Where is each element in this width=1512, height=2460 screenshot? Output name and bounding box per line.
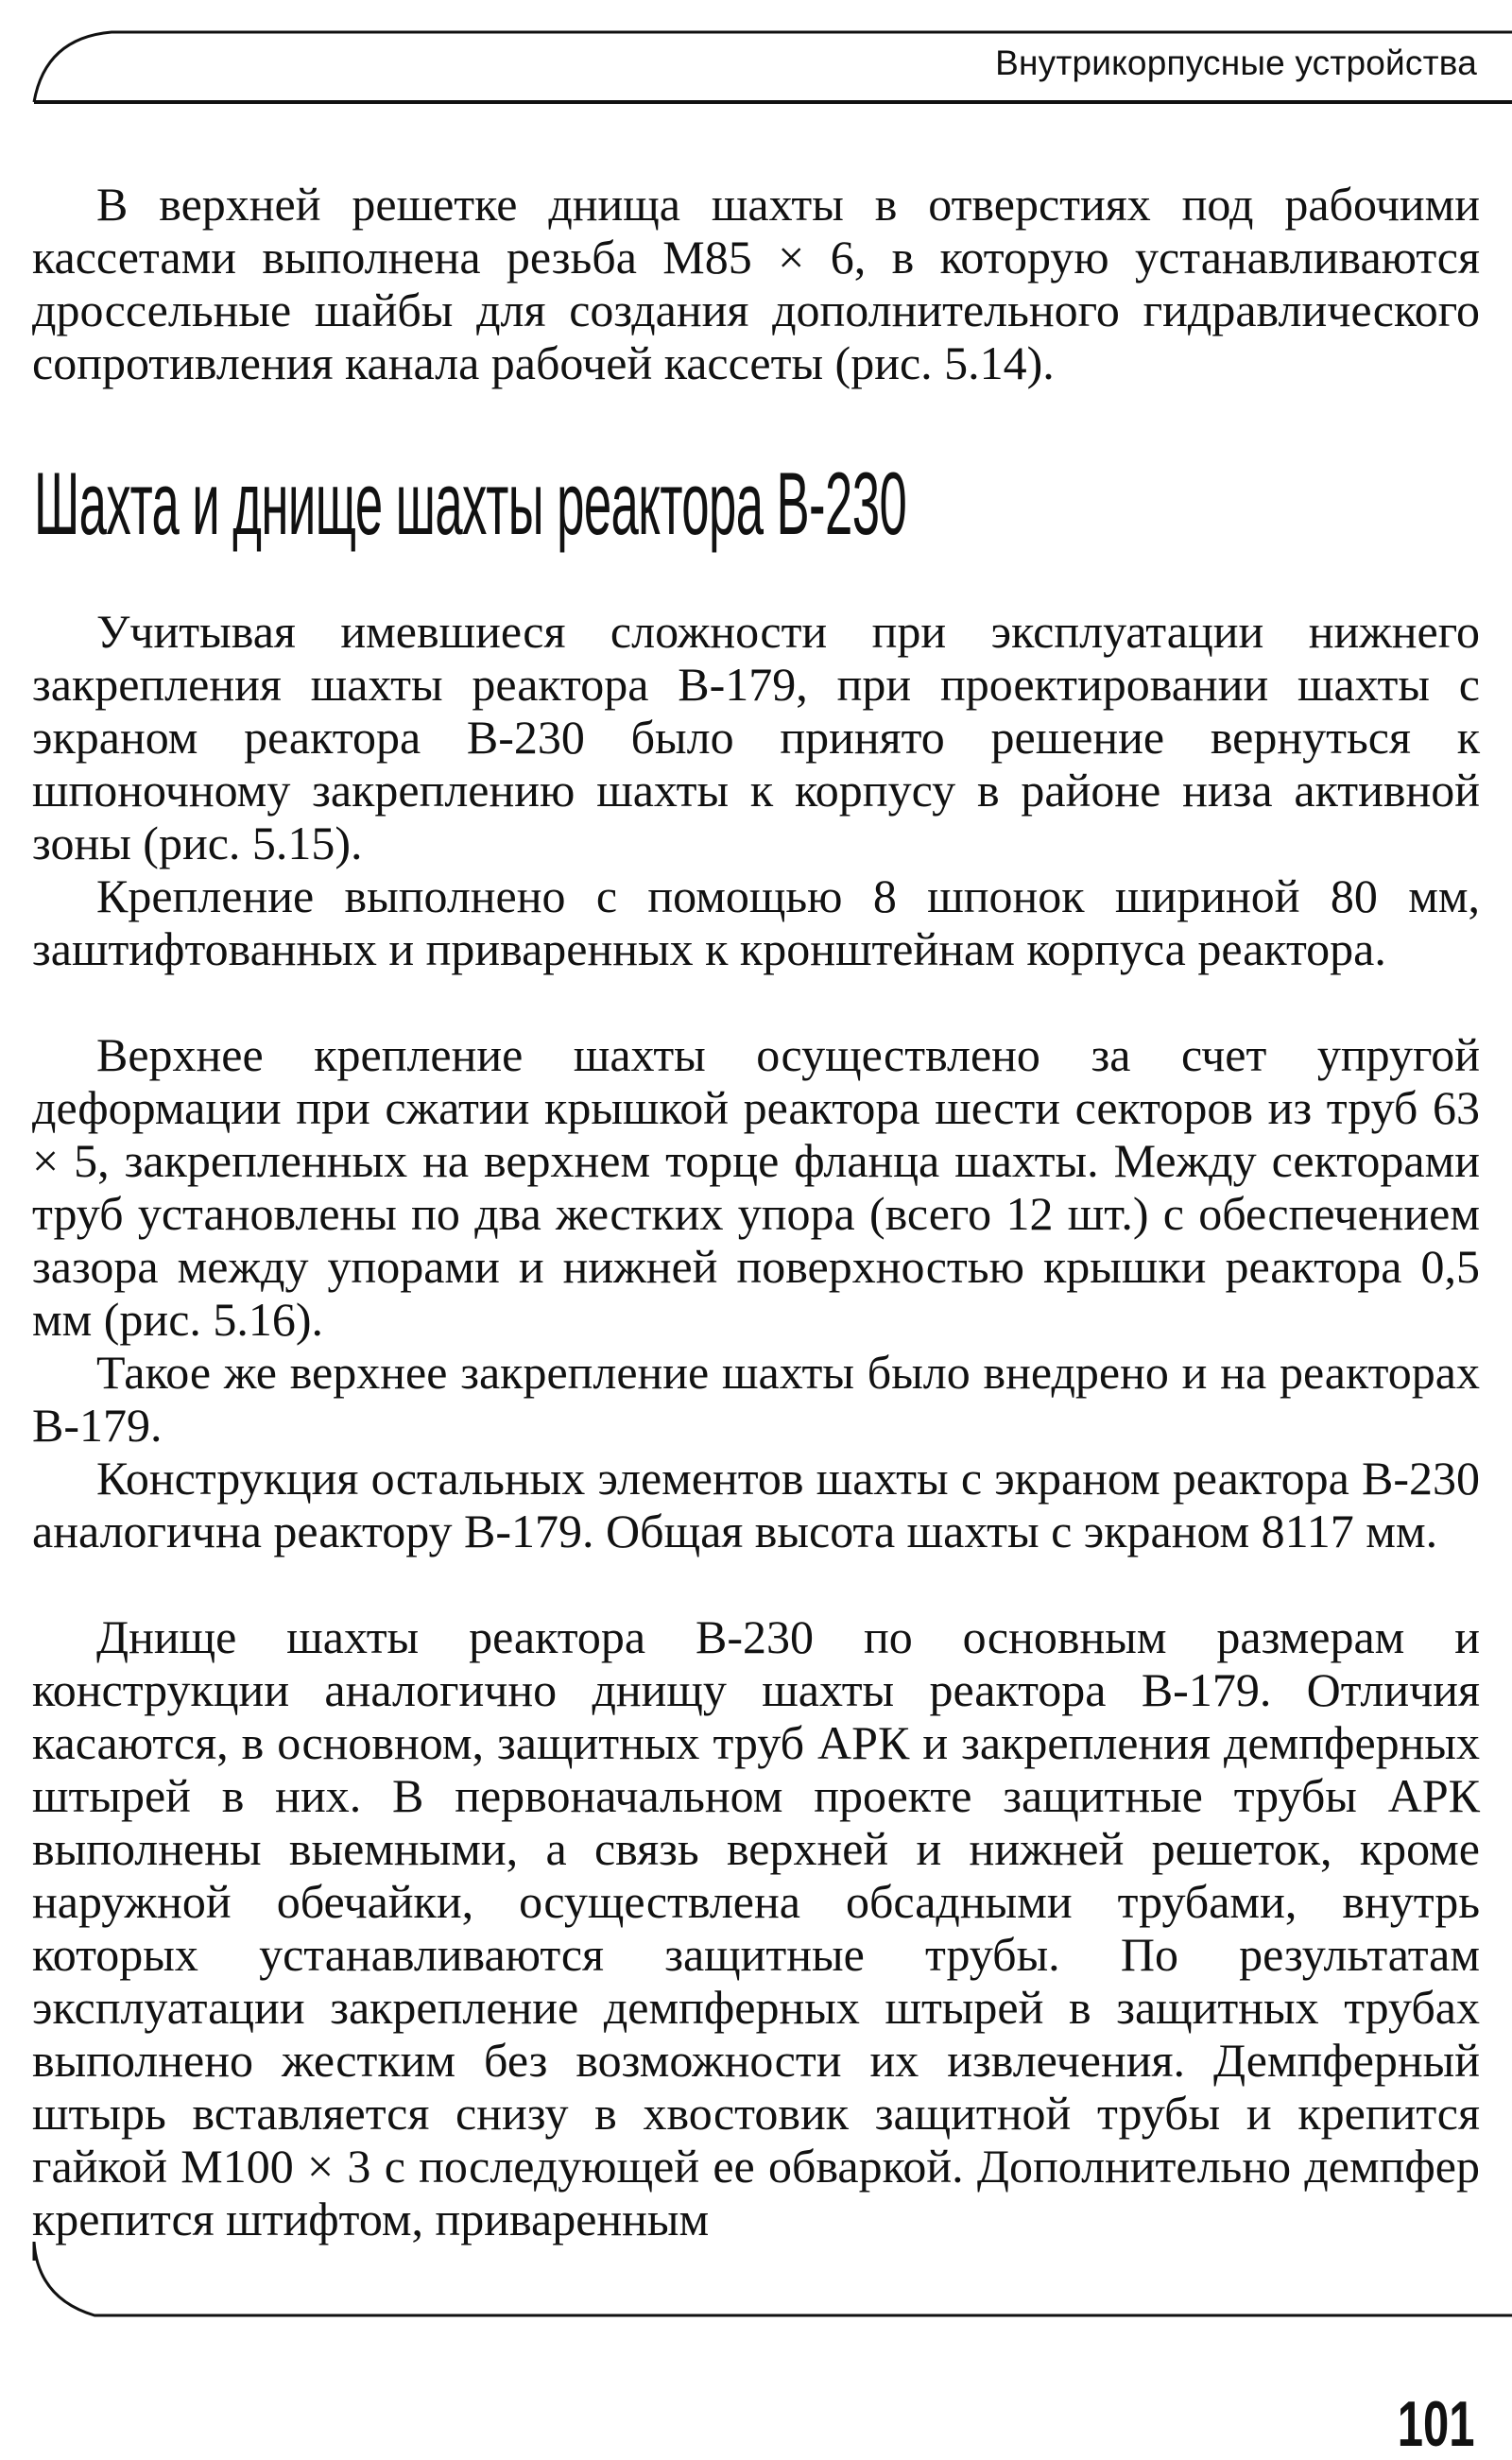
- body-paragraph: Днище шахты реактора В-230 по основным размерам и конструкции аналогично днищу шахты реактора В-179. Отличия касаются, в основном, защитных труб АРК и закрепления демпферных штырей в них. В первоначальном проекте защитные трубы АРК выполнены выемными, а связь верхней и нижней решеток, кроме наружной обечайки, осуществлена обсадными трубами, внутрь которых устанавливаются защитные трубы. По результатам эксплуатации закрепление демпферных штырей в защитных трубах выполнено жестким без возможности их извлечения. Демпферный штырь вставляется снизу в хвостовик защитной трубы и крепится гайкой М100 × 3 с последующей ее обваркой. Дополнительно демпфер крепится штифтом, приваренным: [32, 1610, 1480, 2245]
- page-number: 101: [1397, 2388, 1474, 2460]
- intro-paragraph: В верхней решетке днища шахты в отверстиях под рабочими кассетами выполнена резьба М85 × 6, в которую устанавливаются дроссельные шайбы для создания дополнительного гидравлического сопротивления канала рабочей кассеты (рис. 5.14).: [32, 178, 1480, 389]
- section-heading: Шахта и днище шахты реактора В-230: [34, 454, 907, 553]
- body-paragraph: Такое же верхнее закрепление шахты было внедрено и на реакторах В-179.: [32, 1346, 1480, 1452]
- running-head: Внутрикорпусные устройства: [995, 43, 1477, 82]
- body-paragraph: Крепление выполнено с помощью 8 шпонок шириной 80 мм, заштифтованных и приваренных к кронштейнам корпуса реактора.: [32, 869, 1480, 975]
- body-paragraph: Верхнее крепление шахты осуществлено за счет упругой деформации при сжатии крышкой реактора шести секторов из труб 63 × 5, закрепленных на верхнем торце фланца шахты. Между секторами труб установлены по два жестких упора (всего 12 шт.) с обеспечением зазора между упорами и нижней поверхностью крышки реактора 0,5 мм (рис. 5.16).: [32, 1028, 1480, 1346]
- body-paragraph: Учитывая имевшиеся сложности при эксплуатации нижнего закрепления шахты реактора В-179, при проектировании шахты с экраном реактора В-230 было принято решение вернуться к шпоночному закреплению шахты к корпусу в районе низа активной зоны (рис. 5.15).: [32, 605, 1480, 869]
- footer-rule: [0, 2242, 1512, 2346]
- body-paragraph: Конструкция остальных элементов шахты с экраном реактора В-230 аналогична реактору В-179. Общая высота шахты с экраном 8117 мм.: [32, 1452, 1480, 1557]
